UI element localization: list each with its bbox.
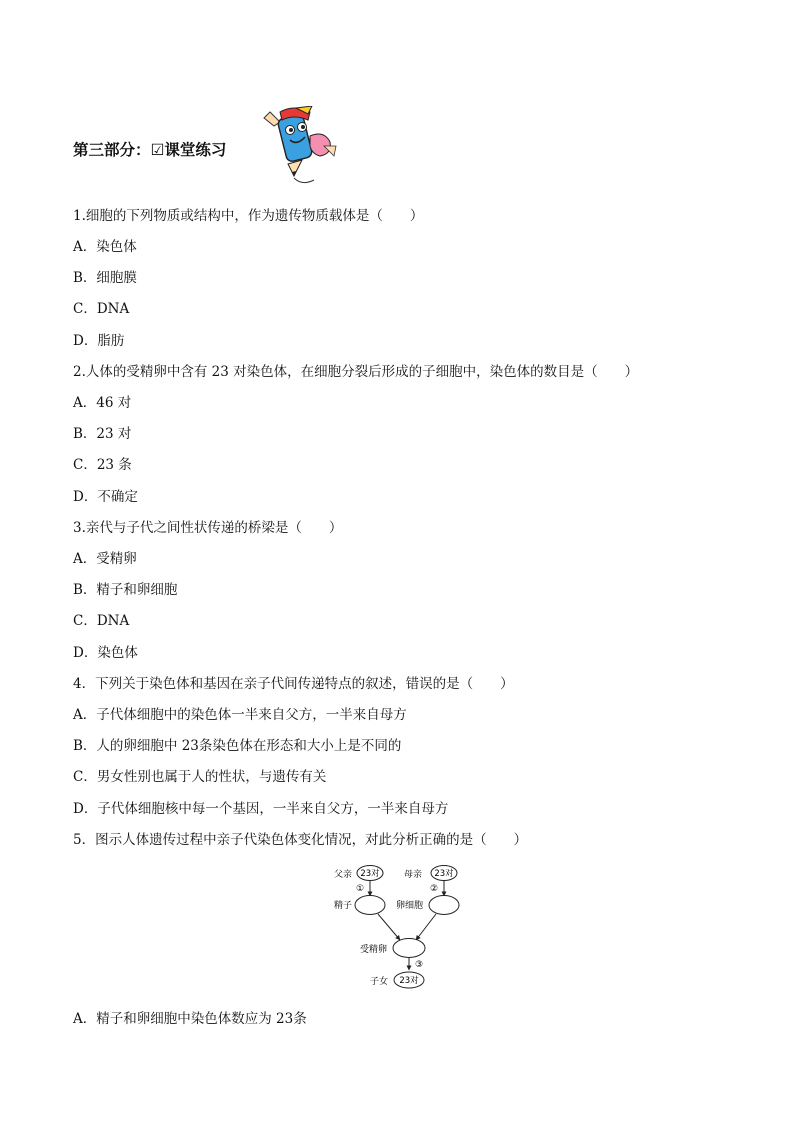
question-4-option: D．子代体细胞核中每一个基因，一半来自父方，一半来自母方 <box>73 801 449 817</box>
question-3-option: C．DNA <box>73 613 130 629</box>
mother-label: 母亲 <box>404 870 423 880</box>
question-1-option: C．DNA <box>73 301 130 317</box>
question-3-option: A．受精卵 <box>73 551 137 567</box>
zygote-label: 受精卵 <box>360 945 388 955</box>
sperm-label: 精子 <box>334 901 353 911</box>
question-5-stem: 5．图示人体遗传过程中亲子代染色体变化情况，对此分析正确的是（ ） <box>73 832 528 848</box>
step-2-label: ② <box>429 884 439 894</box>
question-4-option: A．子代体细胞中的染色体一半来自父方，一半来自母方 <box>73 707 407 723</box>
question-1-stem: 1.细胞的下列物质或结构中，作为遗传物质载体是（ ） <box>73 208 424 224</box>
question-4-option: B．人的卵细胞中 23条染色体在形态和大小上是不同的 <box>73 738 402 754</box>
question-2-option: B．23 对 <box>73 426 132 442</box>
question-2-option: D．不确定 <box>73 489 138 505</box>
question-1-option: B．细胞膜 <box>73 270 137 286</box>
question-1-option: D．脂肪 <box>73 333 125 349</box>
question-4-stem: 4．下列关于染色体和基因在亲子代间传递特点的叙述，错误的是（ ） <box>73 676 514 692</box>
father-value: 23对 <box>360 869 380 879</box>
arrow-egg-zygote <box>416 914 436 940</box>
step-1-label: ① <box>355 884 365 894</box>
child-value: 23对 <box>399 976 419 986</box>
pencil-mascot-icon <box>258 106 342 188</box>
step-3-label: ③ <box>414 960 424 970</box>
question-2-option: A．46 对 <box>73 395 132 411</box>
question-3-option: B．精子和卵细胞 <box>73 582 178 598</box>
arrow-sperm-zygote <box>378 914 400 940</box>
zygote-ellipse <box>393 939 425 958</box>
child-label: 子女 <box>370 977 389 987</box>
sperm-ellipse <box>355 896 385 915</box>
egg-ellipse <box>429 896 459 915</box>
question-5-option: A．精子和卵细胞中染色体数应为 23条 <box>73 1011 307 1027</box>
question-1-option: A．染色体 <box>73 239 137 255</box>
question-3-option: D．染色体 <box>73 645 138 661</box>
mother-value: 23对 <box>434 869 454 879</box>
question-4-option: C．男女性别也属于人的性状，与遗传有关 <box>73 769 327 785</box>
inheritance-diagram <box>326 858 474 996</box>
question-2-stem: 2.人体的受精卵中含有 23 对染色体，在细胞分裂后形成的子细胞中，染色体的数目是（ ） <box>73 364 639 380</box>
question-2-option: C．23 条 <box>73 457 132 473</box>
father-label: 父亲 <box>334 870 353 880</box>
section-heading: 第三部分：☑课堂练习 <box>73 141 227 159</box>
question-3-stem: 3.亲代与子代之间性状传递的桥梁是（ ） <box>73 520 343 536</box>
egg-label: 卵细胞 <box>396 901 424 911</box>
